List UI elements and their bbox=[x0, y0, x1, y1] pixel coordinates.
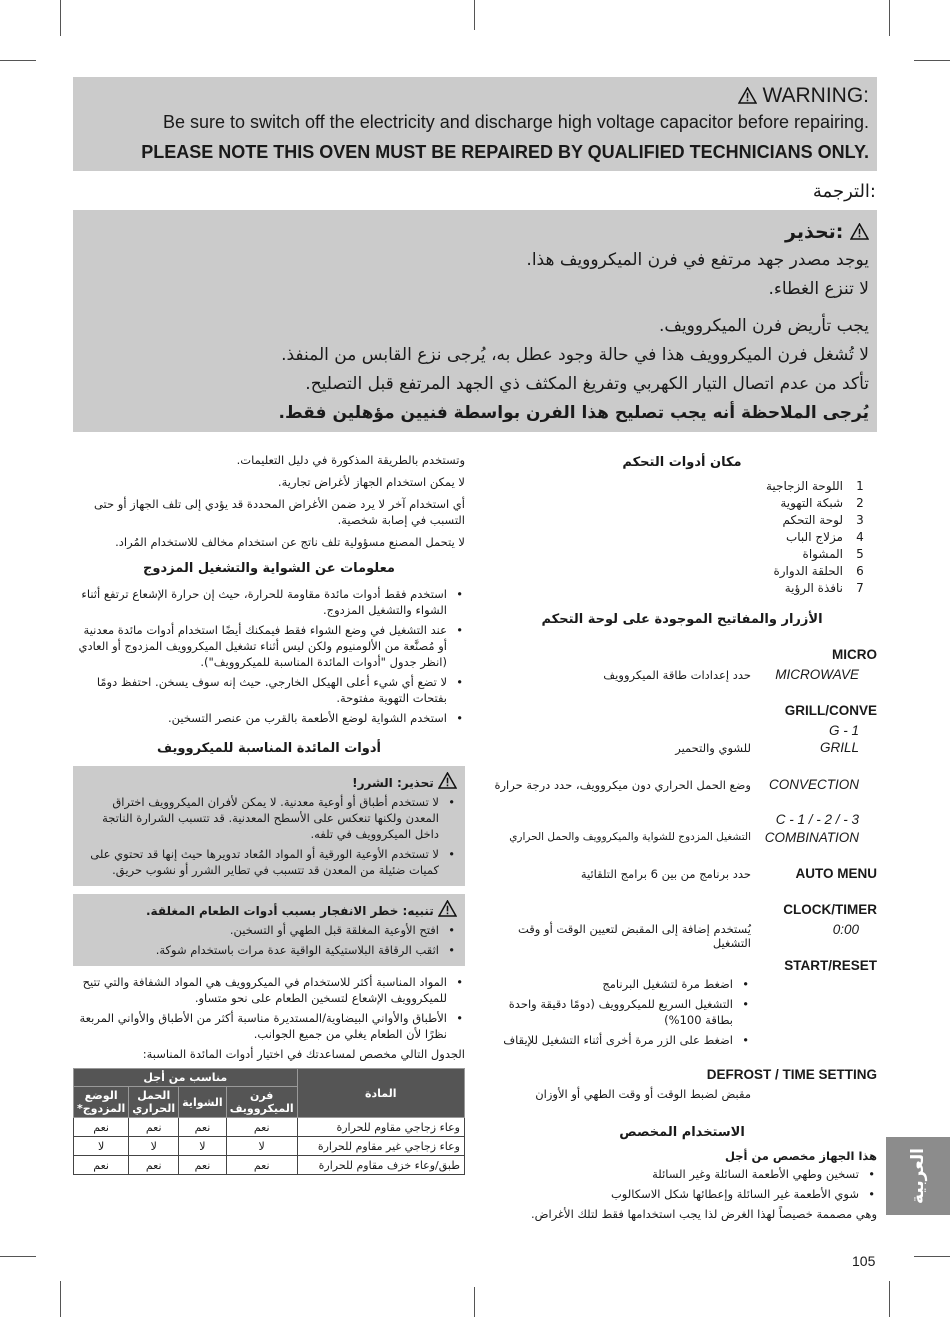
intro-paragraph: وتستخدم بالطريقة المذكورة في دليل التعليمات. bbox=[236, 453, 465, 467]
usage-bullets bbox=[487, 1166, 877, 1202]
crop-mark bbox=[60, 0, 61, 36]
table-cell: نعم bbox=[226, 1156, 297, 1175]
table-cell: نعم bbox=[226, 1118, 297, 1137]
warning-line: Be sure to switch off the electricity and discharge high voltage capacitor before repairing. bbox=[162, 112, 869, 132]
crop-mark bbox=[474, 0, 475, 30]
caution-title bbox=[81, 900, 457, 920]
warning-triangle-icon bbox=[438, 772, 457, 789]
table-cell: نعم bbox=[179, 1156, 227, 1175]
combination-label: COMBINATION bbox=[764, 830, 859, 845]
c-codes-label: C - 1 / - 2 / - 3 bbox=[775, 812, 859, 827]
list-item: 5 المشواة bbox=[802, 547, 864, 561]
arabic-warning-line: يجب تأريض فرن الميكروويف. bbox=[658, 316, 869, 336]
table-header-cell: الوضع المزدوج* bbox=[74, 1087, 129, 1118]
table-header-cell: فرن الميكروويف bbox=[226, 1087, 297, 1118]
list-item: • اثقب الرقاقة البلاستيكية الواقية عدة مرات باستخدام شوكة. bbox=[81, 942, 457, 958]
arabic-warning-title: :تحذير bbox=[785, 221, 844, 243]
microwave-description: حدد إعدادات طاقة الميكروويف bbox=[603, 668, 751, 682]
list-item: • لا تستخدم أطباق أو أوعية معدنية. لا يمكن لأفران الميكروويف اختراق المعدن ولكنها تنعكس على الأسطح المعدنية. قد تتسبب الشرارة الناتجة داخل الميكروويف في تلفه. bbox=[81, 794, 457, 842]
left-column bbox=[73, 452, 465, 1175]
table-header-group: مناسب من أجل bbox=[74, 1069, 298, 1087]
list-item: • المواد المناسبة أكثر للاستخدام في الميكروويف هي المواد الشفافة والتي تتيح للميكروويف الإشعاع لتسخين الطعام على نحو متساو. bbox=[73, 974, 465, 1006]
arabic-warning-line: لا تنزع الغطاء. bbox=[768, 279, 869, 299]
grill-label: GRILL bbox=[819, 740, 859, 755]
grill-description: للشوي والتحمير bbox=[675, 741, 751, 755]
g1-label: G - 1 bbox=[828, 723, 859, 738]
list-item: 2 شبكة التهوية bbox=[780, 496, 864, 510]
list-item: 4 مزلاج الباب bbox=[785, 530, 864, 544]
crop-mark bbox=[889, 1281, 890, 1317]
table-cell: نعم bbox=[74, 1118, 129, 1137]
crop-mark bbox=[914, 60, 950, 61]
table-row bbox=[74, 1137, 465, 1156]
table-cell: لا bbox=[179, 1137, 227, 1156]
table-header-cell: الشواية bbox=[179, 1087, 227, 1118]
warning-title: WARNING: bbox=[762, 84, 869, 107]
spark-caution-box bbox=[73, 766, 465, 886]
table-cell-material: وعاء زجاجي مقاوم للحرارة bbox=[297, 1118, 464, 1137]
list-item: 6 الحلقة الدوارة bbox=[773, 564, 864, 578]
caution-title-text: تنبيه: خطر الانفجار بسبب أدوات الطعام المغلقة. bbox=[146, 904, 434, 918]
arabic-warning-line: لا تُشغل فرن الميكروويف هذا في حالة وجود عطل به، يُرجى نزع القابس من المنفذ. bbox=[281, 345, 869, 365]
table-cell-material: وعاء زجاجي غير مقاوم للحرارة bbox=[297, 1137, 464, 1156]
list-item: • التشغيل السريع للميكروويف (دومًا دقيقة واحدة بطاقة 100%) bbox=[491, 996, 751, 1028]
list-item: • استخدم فقط أدوات مائدة مقاومة للحرارة، حيث إن حرارة الإشعاع ترتفع أثناء الشواء والتشغيل المزدوج. bbox=[73, 586, 465, 618]
list-item: 1 اللوحة الزجاجية bbox=[766, 479, 864, 493]
crop-mark bbox=[0, 60, 36, 61]
table-cell: نعم bbox=[129, 1118, 179, 1137]
table-cell: نعم bbox=[129, 1156, 179, 1175]
warning-bold-line: PLEASE NOTE THIS OVEN MUST BE REPAIRED BY QUALIFIED TECHNICIANS ONLY. bbox=[141, 142, 869, 162]
explosion-caution-box bbox=[73, 894, 465, 966]
buttons-section bbox=[487, 640, 877, 1110]
intro-paragraph: أي استخدام آخر لا يرد ضمن الأغراض المحددة قد يؤدي إلى تلف الجهاز أو حتى التسبب في إصابة شخصية. bbox=[93, 497, 465, 527]
arabic-warning-line: تأكد من عدم اتصال التيار الكهربي وتفريغ المكثف ذي الجهد المرتفع قبل التصليح. bbox=[305, 374, 869, 394]
defrost-description: مقبض لضبط الوقت أو وقت الطهي أو الأوزان bbox=[535, 1087, 751, 1101]
usage-subheading: هذا الجهاز مخصص من أجل bbox=[724, 1149, 877, 1163]
translation-label: :الترجمة bbox=[812, 181, 876, 202]
crop-mark bbox=[0, 1256, 36, 1257]
caution-bullets bbox=[81, 794, 457, 878]
crop-mark bbox=[474, 1287, 475, 1317]
list-item: • الأطباق والأواني البيضاوية/المستديرة مناسبة أكثر من الأطباق والأواني المربعة نظرًا لأن الطعام يغلي من جميع الجوانب. bbox=[73, 1010, 465, 1042]
start-reset-label: START/RESET bbox=[784, 958, 877, 973]
warning-heading bbox=[81, 83, 869, 109]
usage-section bbox=[487, 1122, 877, 1228]
clock-description: يُستخدم إضافة إلى المقبض لتعيين الوقت أو وقت التشغيل bbox=[518, 922, 751, 950]
right-column bbox=[487, 452, 877, 637]
parts-heading: مكان أدوات التحكم bbox=[622, 455, 742, 470]
list-item: • افتح الأوعية المغلقة قبل الطهي أو التسخين. bbox=[81, 922, 457, 938]
buttons-heading: الأزرار والمفاتيح الموجودة على لوحة التحكم bbox=[541, 612, 823, 627]
caution-title bbox=[81, 772, 457, 792]
table-cell: لا bbox=[129, 1137, 179, 1156]
start-reset-bullets bbox=[491, 976, 751, 1052]
table-cell: نعم bbox=[74, 1156, 129, 1175]
clock-timer-label: CLOCK/TIMER bbox=[783, 902, 877, 917]
list-item: 7 نافذة الرؤية bbox=[784, 581, 864, 595]
caution-bullets bbox=[81, 922, 457, 958]
arabic-warning-bold-line: يُرجى الملاحظة أنه يجب تصليح هذا الفرن بواسطة فنيين مؤهلين فقط. bbox=[278, 403, 869, 423]
convection-label: CONVECTION bbox=[768, 777, 859, 792]
table-cell: لا bbox=[74, 1137, 129, 1156]
crop-mark bbox=[60, 1281, 61, 1317]
page-number: 105 bbox=[852, 1253, 876, 1269]
table-cell-material: طبق/وعاء خزف مقاوم للحرارة bbox=[297, 1156, 464, 1175]
cookware-table bbox=[73, 1068, 465, 1175]
table-cell: لا bbox=[226, 1137, 297, 1156]
arabic-warning-line: يوجد مصدر جهد مرتفع في فرن الميكروويف هذا. bbox=[526, 250, 869, 270]
defrost-label: DEFROST / TIME SETTING bbox=[706, 1067, 877, 1082]
warning-triangle-icon bbox=[438, 900, 457, 917]
list-item: • اضغط مرة لتشغيل البرنامج bbox=[491, 976, 751, 992]
table-cell: نعم bbox=[179, 1118, 227, 1137]
auto-menu-description: حدد برنامج من بين 6 برامج التلقائية bbox=[580, 867, 751, 881]
warning-triangle-icon bbox=[850, 223, 869, 240]
intro-paragraph: لا يمكن استخدام الجهاز لأغراض تجارية. bbox=[277, 475, 465, 489]
combination-description: التشغيل المزدوج للشواية والميكروويف والحمل الحراري bbox=[509, 831, 751, 843]
ware-heading: أدوات المائدة المناسبة للميكروويف bbox=[157, 741, 381, 756]
usage-note: وهي مصممة خصيصاً لهذا الغرض لذا يجب استخدامها فقط لتلك الأغراض. bbox=[530, 1207, 877, 1221]
table-intro: الجدول التالي مخصص لمساعدتك في اختيار أدوات المائدة المناسبة: bbox=[142, 1047, 465, 1061]
list-item: • تسخين وطهي الأطعمة السائلة وغير السائلة bbox=[487, 1166, 877, 1182]
usage-heading: الاستخدام المخصص bbox=[619, 1125, 745, 1140]
list-item: 3 لوحة التحكم bbox=[782, 513, 864, 527]
english-warning-box bbox=[73, 77, 877, 171]
list-item: • لا تضع أي شيء أعلى الهيكل الخارجي. حيث إنه سوف يسخن. احتفظ دومًا بفتحات التهوية مفتوحة. bbox=[73, 674, 465, 706]
arabic-warning-box bbox=[73, 210, 877, 432]
intro-paragraph: لا يتحمل المصنع مسؤولية تلف ناتج عن استخدام مخالف للاستخدام المُراد. bbox=[115, 535, 465, 549]
clock-value: 0:00 bbox=[832, 922, 859, 937]
language-tab-label: العربية bbox=[907, 1147, 928, 1205]
grill-heading: معلومات عن الشواية والتشغيل المزدوج bbox=[143, 561, 395, 576]
convection-description: وضع الحمل الحراري دون ميكروويف، حدد درجة حرارة bbox=[494, 778, 751, 792]
auto-menu-label: AUTO MENU bbox=[795, 866, 877, 881]
caution-title-text: تحذير: الشرر! bbox=[352, 776, 434, 790]
language-tab bbox=[886, 1137, 950, 1215]
warning-triangle-icon bbox=[738, 87, 757, 104]
list-item: • عند التشغيل في وضع الشواء فقط فيمكنك أيضًا استخدام أدوات مائدة معدنية أو مُصنَّعة من الألومنيوم ولكن ليس أثناء تشغيل الميكروويف المزدوج أو العادي (انظر جدول "أدوات المائدة المناسبة للميكروويف"). bbox=[73, 622, 465, 670]
parts-list bbox=[487, 478, 877, 597]
table-row bbox=[74, 1156, 465, 1175]
table-header-material: المادة bbox=[297, 1069, 464, 1118]
grill-bullets bbox=[73, 586, 465, 726]
list-item: • شوي الأطعمة غير السائلة وإعطائها شكل الاسكالوب bbox=[487, 1186, 877, 1202]
grill-conve-label: GRILL/CONVE bbox=[784, 703, 877, 718]
arabic-warning-heading bbox=[81, 218, 869, 246]
crop-mark bbox=[889, 0, 890, 36]
list-item: • استخدم الشواية لوضع الأطعمة بالقرب من عنصر التسخين. bbox=[73, 710, 465, 726]
list-item: • لا تستخدم الأوعية الورقية أو المواد المُعاد تدويرها حيث إنها قد تحتوي على كميات ضئيلة من المعدن قد تتسبب في تطاير الشرر أو نشوب حريق. bbox=[81, 846, 457, 878]
list-item: • اضغط على الزر مرة أخرى أثناء التشغيل للإيقاف bbox=[491, 1032, 751, 1048]
material-bullets bbox=[73, 974, 465, 1042]
crop-mark bbox=[914, 1256, 950, 1257]
table-header-cell: الحمل الحراري bbox=[129, 1087, 179, 1118]
micro-label: MICRO bbox=[832, 647, 877, 662]
microwave-label: MICROWAVE bbox=[775, 667, 859, 682]
table-row bbox=[74, 1118, 465, 1137]
